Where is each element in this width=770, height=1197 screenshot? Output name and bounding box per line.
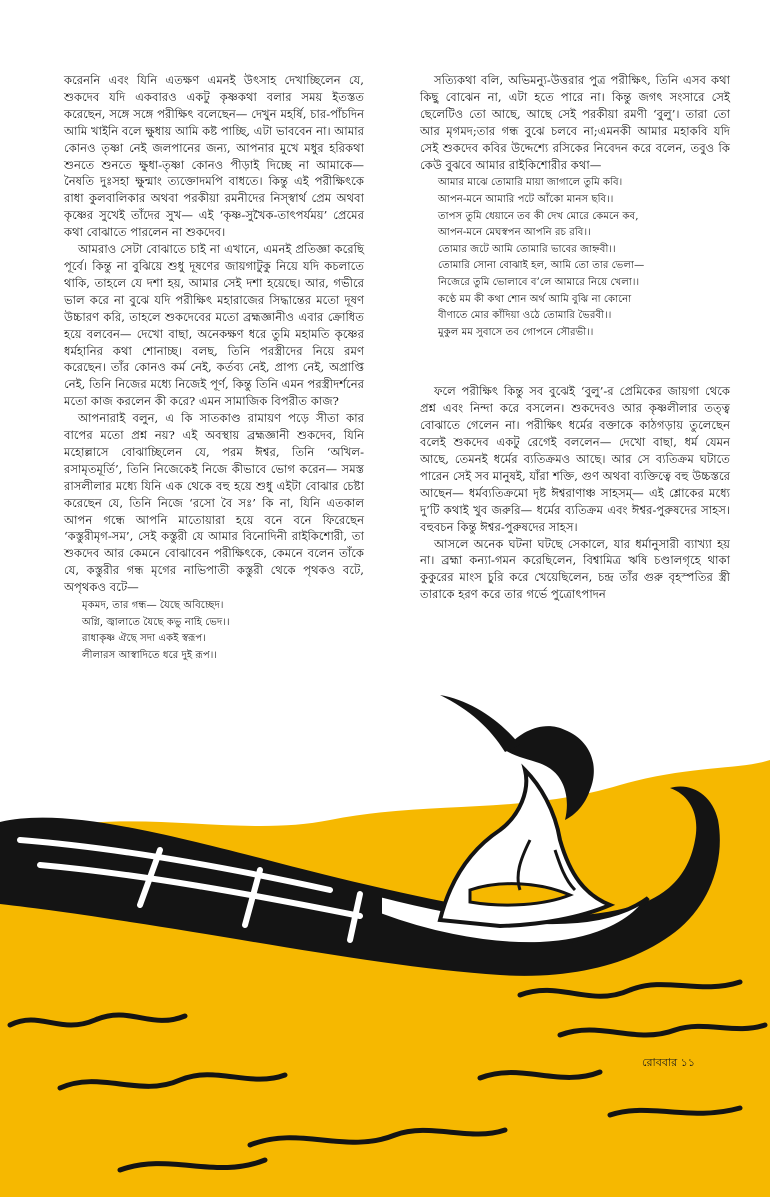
verse-line: তোমার জটে আমি তোমারি ভাবের জাহ্নবী।।: [438, 243, 616, 255]
left-column: [64, 72, 364, 672]
verse-line: তোমারি সোনা বোঝাই হল, আমি তো তার ভেলা—: [438, 260, 645, 272]
right-paragraph-3: আসলে অনেক ঘটনা ঘটছে সেকালে, যার ধর্মানুসারী ব্যাখ্যা হয় না। ব্রহ্মা কন্যা-গমন করেছিলেন, বিশ্বামিত্র ঋষি চণ্ডালগৃহে থাকা কুকুরের মাংস চুরি করে খেয়েছিলেন, চন্দ্র তাঁর গুরু বৃহস্পতির স্ত্রী তারাকে হরণ করে তার গর্ভে পুত্রোৎপাদন: [420, 536, 730, 602]
verse-line: নিজেরে তুমি ভোলাবে ব’লে আমারে নিয়ে খেলা।।: [438, 277, 640, 288]
verse-line: রাধাকৃষ্ণ ঐছে সদা একই স্বরূপ।: [82, 633, 206, 645]
verse-line: আমার মাঝে তোমারি মায়া জাগালে তুমি কবি।: [438, 177, 623, 189]
left-paragraph-3: আপনারাই বলুন, এ কি সাতকাণ্ড রামায়ণ পড়ে সীতা কার বাপের মতো প্রশ্ন নয়? এই অবস্থায় ব্রহ্মজ্ঞানী শুকদেব, যিনি মহোল্লাসে বোঝাচ্ছিলেন যে, পরম ঈশ্বর, তিনি ‘অখিল-রসামৃতমূর্তি’, তিনি নিজেকেই নিজে কীভাবে ভোগ করেন— সমস্ত রাসলীলার মধ্যে যিনি এক থেকে বহু হয়ে শুধু এইটা বোঝার চেষ্টা করেছেন যে, তিনি নিজে ‘রসো বৈ সঃ’ কি না, যিনি এতকাল আপন গন্ধে আপনি মাতোয়ারা হয়ে বনে বনে ফিরেছেন ‘কস্তুরীমৃগ-সম’, সেই কস্তুরী যে আমার বিনোদিনী রাইকিশোরী, তা শুকদেব আর কেমনে বোঝাবেন পরীক্ষিৎকে, কেমনে বলেন তাঁকে যে, কস্তুরীর গন্ধ মৃগের নাভিপাতী কস্তুরী থেকে পৃথকও বটে, অপৃথকও বটে—: [64, 411, 364, 595]
verse-line: আপন-মনে আমারি পটে আঁকো মানস ছবি।।: [438, 194, 614, 206]
verse-line: আপন-মনে মেঘস্বপন আপনি রচ রবি।।: [438, 227, 591, 239]
right-verse: [438, 175, 730, 341]
verse-line: অগ্নি, জ্বালাতে যৈছে কভু নাহি ভেদ।।: [82, 616, 230, 628]
right-paragraph-2: ফলে পরীক্ষিৎ কিন্তু সব বুঝেই ‘বুলু’-র প্রেমিকের জায়গা থেকে প্রশ্ন এবং নিন্দা করে বসলেন। শুকদেবও আর কৃষ্ণলীলার তত্ত্ব বোঝাতে গেলেন না। পরীক্ষিৎ ধর্মের বক্তাকে কাঠগড়ায় তুলেছেন বলেই শুকদেব একটু রেগেই বললেন— দেখো বাছা, ধর্ম যেমন আছে, তেমনই ধর্মের ব্যতিক্রমও আছে। আর সে ব্যতিক্রম ঘটাতে পারেন সেই সব মানুষই, যাঁরা শক্তি, গুণ অথবা ব্যক্তিত্বে বহু উচ্চস্তরে আছেন— ধর্মব্যতিক্রমো দৃষ্ট ঈশ্বরাণাঞ্চ সাহসম্— এই শ্লোকের মধ্যে দু’টি কথাই খুব জরুরি— ধর্মের ব্যতিক্রম এবং ঈশ্বর-পুরুষদের সাহস। বহুবচন কিন্তু ঈশ্বর-পুরুষদের সাহস।: [420, 384, 730, 534]
left-paragraph-2: আমরাও সেটা বোঝাতে চাই না এখানে, এমনই প্রতিজ্ঞা করেছি পূর্বে। কিন্তু না বুঝিয়ে শুধু দূষণের জায়গাটুকু নিয়ে যদি কচলাতে থাকি, তাহলে যে দশা হয়, আমার সেই দশা হয়েছে। আর, গভীরে ভাল করে না বুঝে যদি পরীক্ষিৎ মহারাজের সিদ্ধান্তের মতো দূষণ উচ্চারণ করি, তাহলে শুকদেবের মতো ব্রহ্মজ্ঞানীও এবার ক্রোধিত হয়ে বলবেন— দেখো বাছা, অনেকক্ষণ ধরে তুমি মহামতি কৃষ্ণের ধর্মহানির কথা শোনাচ্ছ। বলছ, তিনি পরস্ত্রীদের নিয়ে রমণ করেছেন। তাঁর কোনও কর্ম নেই, কর্তব্য নেই, প্রাপ্য নেই, অপ্রাপ্তি নেই, তিনি নিজের মধ্যে নিজেই পূর্ণ, কিন্তু তিনি এমন পরস্ত্রীদর্শনের মতো কাজ করলেন কী করে? এমন সামাজিক বিপরীত কাজ?: [64, 242, 364, 409]
verse-line: মুকুল মম সুবাসে তব গোপনে সৌরভী।।: [438, 326, 594, 338]
right-column: [420, 72, 730, 603]
verse-line: লীলারস আস্বাদিতে ধরে দুই রূপ।।: [82, 649, 218, 661]
left-verse: [82, 598, 364, 664]
column-gap: [420, 349, 730, 383]
right-paragraph-1: সত্যিকথা বলি, অভিমন্যু-উত্তরার পুত্র পরীক্ষিৎ, তিনি এসব কথা কিছু বোঝেন না, এটা হতে পারে না। কিন্তু জগৎ সংসারে সেই ছেলেটিও তো আছে, আছে সেই পরকীয়া রমণী ‘বুলু’। তারা তো আর মৃগমদ;তার গন্ধ বুঝে চলবে না;এমনকী আমার মহাকবি যদি সেই শুকদেব কবির উদ্দেশ্যে রসিকের নিবেদন করে বলেন, তবুও কি কেউ বুঝবে আমার রাইকিশোরীর কথা—: [420, 73, 730, 172]
verse-line: বীণাতে মোর কাঁদিয়া ওঠে তোমারি ভৈরবী।।: [438, 310, 612, 322]
page-number: রোববার ১১: [642, 1056, 695, 1069]
verse-line: মৃকমদ, তার গন্ধ— যৈছে অবিচ্ছেদ।: [82, 600, 224, 612]
verse-line: তাপস তুমি ধেয়ানে তব কী দেখ মোরে কেমনে কব,: [438, 210, 639, 222]
boat-illustration: [0, 690, 770, 1197]
verse-line: কণ্ঠে মম কী কথা শোন অর্থ আমি বুঝি না কোনো: [438, 293, 632, 305]
left-paragraph-1: করেননি এবং যিনি এতক্ষণ এমনই উৎসাহ দেখাচ্ছিলেন যে, শুকদেব যদি একবারও একটু কৃষ্ণকথা বলার সময় ইতস্তত করেছেন, সঙ্গে সঙ্গে পরীক্ষিৎ বলেছেন— দেখুন মহর্ষি, চার-পাঁচদিন আমি খাইনি বলে ক্ষুধায় আমি কষ্ট পাচ্ছি, এটা ভাববেন না। আমার কোনও তৃষ্ণা নেই জলপানের জন্য, আপনার মুখে মধুর হরিকথা শুনতে শুনতে ক্ষুধা-তৃষ্ণা কোনও পীড়াই দিচ্ছে না আমাকে— নৈষতি দুঃসহা ক্ষুন্মাং ত্যক্তোদমপি বাধতে। কিন্তু এই পরীক্ষিৎকে রাধা কুলবালিকার অথবা পরকীয়া রমনীদের নিস্স্বার্থ প্রেম অথবা কৃষ্ণের সুখেই তাঁদের সুখ— এই ‘কৃষ্ণ-সুখৈক-তাৎপর্যময়’ প্রেমের কথা বোঝাতে পারলেন না শুকদেব।: [64, 73, 364, 240]
